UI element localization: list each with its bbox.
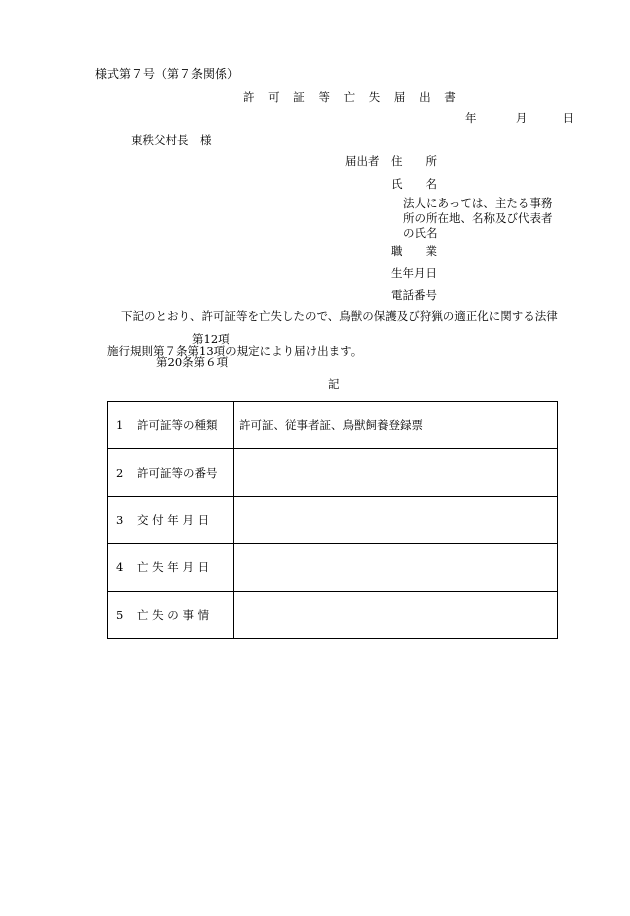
row-value-cell[interactable]: 許可証、従事者証、鳥獣飼養登録票 bbox=[234, 402, 558, 449]
date-year-label: 年 bbox=[465, 111, 477, 125]
notifier-label: 届出者 bbox=[345, 154, 380, 168]
addressee: 東秩父村長 様 bbox=[131, 133, 212, 147]
document-title: 許 可 証 等 亡 失 届 出 書 bbox=[243, 90, 461, 104]
date-month-label: 月 bbox=[515, 111, 528, 125]
record-table bbox=[107, 401, 558, 639]
row-number: 5 bbox=[116, 607, 124, 622]
row-label: 許可証等の番号 bbox=[137, 465, 218, 480]
occupation-label: 職 業 bbox=[391, 244, 437, 258]
record-heading: 記 bbox=[328, 377, 340, 391]
date-day-label: 日 bbox=[562, 111, 575, 125]
form-number: 様式第７号（第７条関係） bbox=[95, 67, 240, 81]
table-row bbox=[108, 591, 558, 638]
phone-number-label: 電話番号 bbox=[391, 288, 437, 302]
name-label: 氏 名 bbox=[391, 177, 437, 191]
row-label-cell bbox=[108, 449, 234, 496]
date-line bbox=[465, 113, 574, 125]
row-label: 交 付 年 月 日 bbox=[137, 512, 210, 527]
body-text-line-1: 下記のとおり、許可証等を亡失したので、鳥獣の保護及び狩猟の適正化に関する法律 bbox=[121, 309, 558, 323]
row-value-cell[interactable] bbox=[234, 591, 558, 638]
row-value-cell[interactable] bbox=[234, 449, 558, 496]
row-number: 1 bbox=[116, 418, 124, 433]
clause-reference-top: 第12項 bbox=[192, 332, 230, 346]
row-label-cell bbox=[108, 496, 234, 543]
clause-reference-bottom: 第20条第６項 bbox=[156, 355, 229, 369]
row-value-cell[interactable] bbox=[234, 496, 558, 543]
table-row bbox=[108, 449, 558, 496]
corporation-note: 法人にあっては、主たる事務所の所在地、名称及び代表者の氏名 bbox=[403, 196, 553, 240]
address-label: 住 所 bbox=[391, 154, 437, 168]
row-label: 亡 失 の 事 情 bbox=[137, 607, 210, 622]
date-of-birth-label: 生年月日 bbox=[391, 266, 437, 280]
table-row bbox=[108, 544, 558, 591]
row-label-cell bbox=[108, 402, 234, 449]
row-value-cell[interactable] bbox=[234, 544, 558, 591]
row-label-cell bbox=[108, 591, 234, 638]
row-label: 許可証等の種類 bbox=[137, 418, 218, 433]
body-text-line-2: 施行規則第７条第13項の規定により届け出ます。 bbox=[107, 344, 363, 358]
row-number: 2 bbox=[116, 465, 124, 480]
row-number: 3 bbox=[116, 512, 124, 527]
row-label: 亡 失 年 月 日 bbox=[137, 560, 210, 575]
table-row bbox=[108, 496, 558, 543]
row-number: 4 bbox=[116, 560, 124, 575]
row-label-cell bbox=[108, 544, 234, 591]
table-row bbox=[108, 402, 558, 449]
